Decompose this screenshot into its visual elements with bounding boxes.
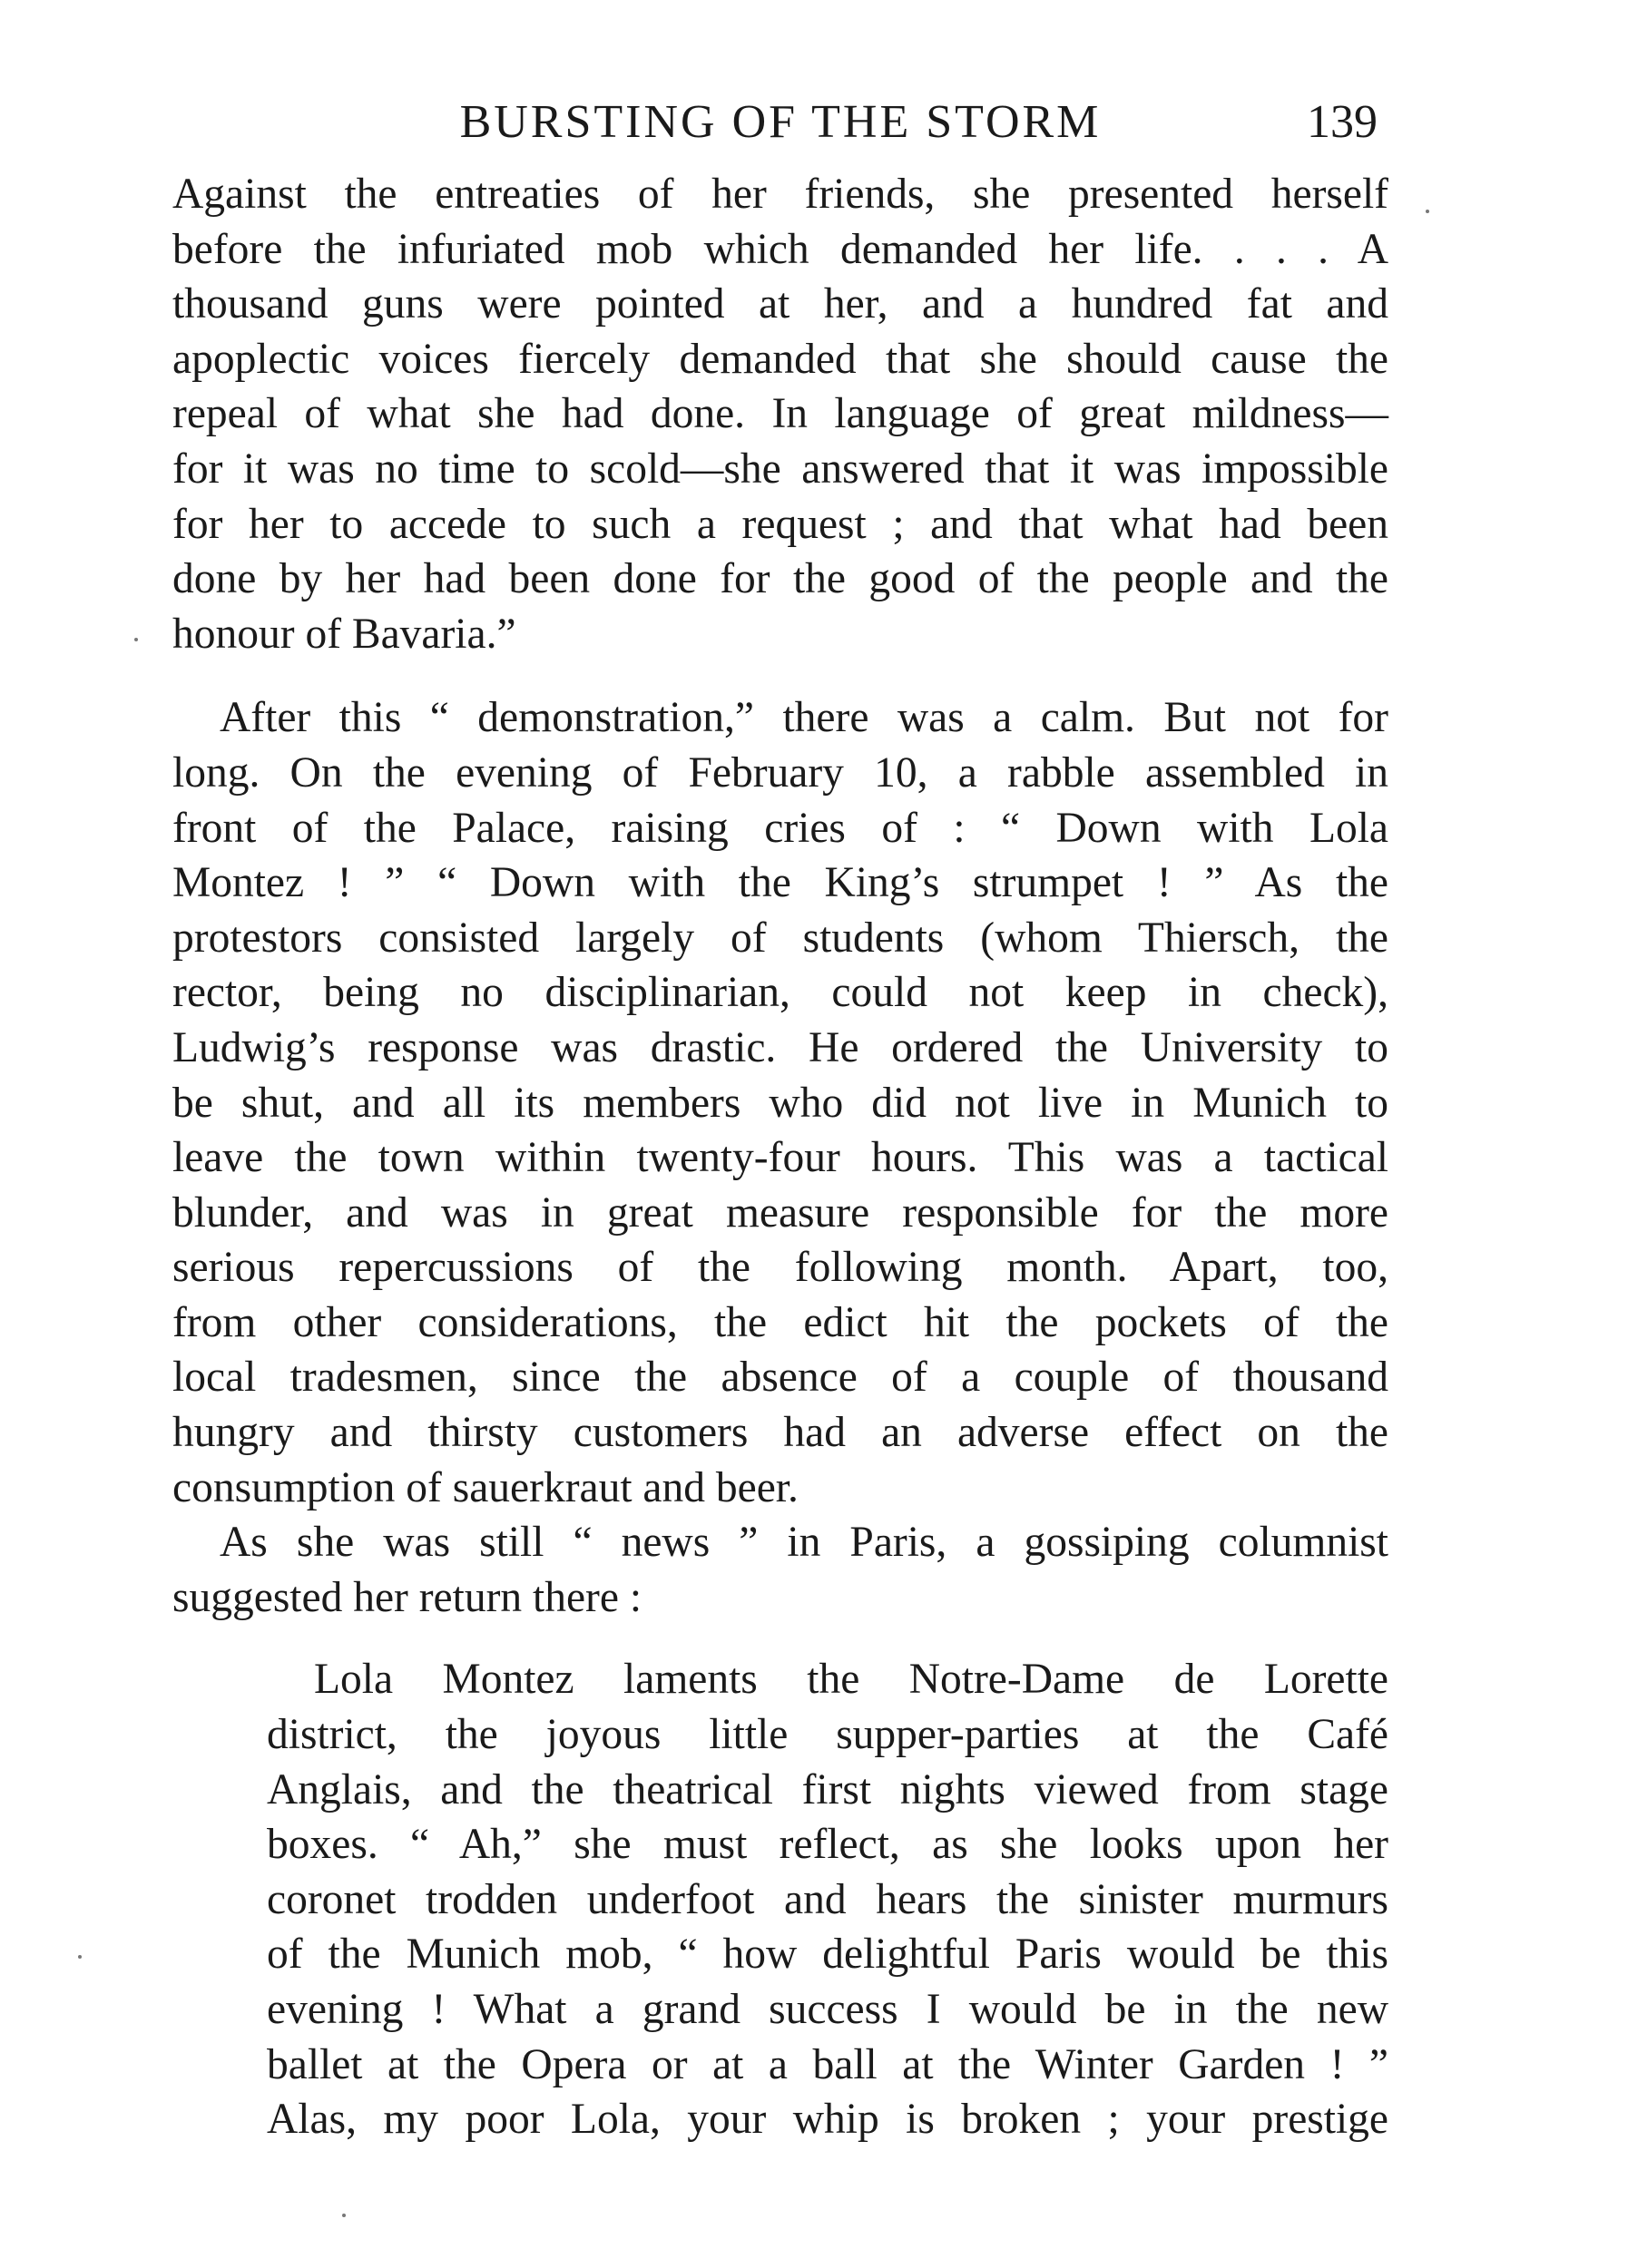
text-line: honour of Bavaria.” (172, 610, 516, 658)
text-line: consumption of sauerkraut and beer. (172, 1463, 799, 1511)
text-line: apoplectic voices fiercely demanded that she should cause the (172, 335, 1388, 383)
text-line: ballet at the Opera or at a ball at the Winter Garden ! ” (267, 2040, 1388, 2088)
text-line: blunder, and was in great measure responsible for the more (172, 1188, 1388, 1237)
paragraph-quote-continuation (172, 167, 1388, 661)
text-line: before the infuriated mob which demanded her life. . . . A (172, 225, 1388, 273)
text-line: Lola Montez laments the Notre-Dame de Lorette (314, 1656, 1388, 1704)
text-line: After this “ demonstration,” there was a calm. But not for (220, 694, 1388, 742)
text-line: be shut, and all its members who did not live in Munich to (172, 1079, 1388, 1127)
text-line: Against the entreaties of her friends, she presented herself (172, 171, 1388, 218)
text-line: done by her had been done for the good of the people and the (172, 555, 1388, 603)
body-text (172, 167, 1388, 2147)
text-line: Anglais, and the theatrical first nights viewed from stage (267, 1765, 1388, 1813)
running-head (172, 91, 1388, 154)
text-line: for her to accede to such a request ; and that what had been (172, 500, 1388, 548)
paragraph-news-in-paris (172, 1515, 1388, 1625)
text-line: hungry and thirsty customers had an adverse effect on the (172, 1409, 1388, 1457)
text-line: suggested her return there : (172, 1573, 642, 1621)
text-line: for it was no time to scold—she answered that it was impossible (172, 445, 1388, 493)
text-line: district, the joyous little supper-parties at the Café (267, 1711, 1388, 1759)
text-line: local tradesmen, since the absence of a couple of thousand (172, 1354, 1388, 1402)
text-line: long. On the evening of February 10, a rabble assembled in (172, 748, 1388, 797)
text-line: from other considerations, the edict hit the pockets of the (172, 1298, 1388, 1346)
paragraph-gap (172, 1625, 1388, 1652)
text-line: boxes. “ Ah,” she must reflect, as she looks upon her (267, 1821, 1388, 1869)
paper-speck (134, 638, 138, 641)
text-line: rector, being no disciplinarian, could not keep in check), (172, 969, 1388, 1017)
text-line: serious repercussions of the following month. Apart, too, (172, 1244, 1388, 1292)
text-line: coronet trodden underfoot and hears the sinister murmurs (267, 1875, 1388, 1923)
page-number: 139 (1307, 96, 1378, 148)
text-line: thousand guns were pointed at her, and a hundred fat and (172, 280, 1388, 328)
text-line: Montez ! ” “ Down with the King’s strumpet ! ” As the (172, 859, 1388, 907)
block-quotation (172, 1652, 1388, 2146)
text-line: leave the town within twenty-four hours. This was a tactical (172, 1134, 1388, 1182)
text-line: protestors consisted largely of students (whom Thiersch, the (172, 914, 1388, 962)
text-line: Ludwig’s response was drastic. He ordered the University to (172, 1023, 1388, 1071)
text-line: As she was still “ news ” in Paris, a gossiping columnist (220, 1519, 1388, 1567)
text-line: front of the Palace, raising cries of : “ Down with Lola (172, 804, 1388, 852)
text-line: of the Munich mob, “ how delightful Paris would be this (267, 1931, 1388, 1979)
text-line: evening ! What a grand success I would be in the new (267, 1986, 1388, 2033)
text-line: repeal of what she had done. In language of great mildness— (172, 390, 1388, 438)
paper-speck (1426, 210, 1429, 213)
running-title: BURSTING OF THE STORM (459, 96, 1102, 148)
paper-speck (342, 2214, 346, 2217)
text-line: Alas, my poor Lola, your whip is broken ; your prestige (267, 2096, 1388, 2144)
paragraph-demonstration (172, 690, 1388, 1515)
paragraph-gap (172, 661, 1388, 690)
paper-speck (78, 1955, 82, 1959)
